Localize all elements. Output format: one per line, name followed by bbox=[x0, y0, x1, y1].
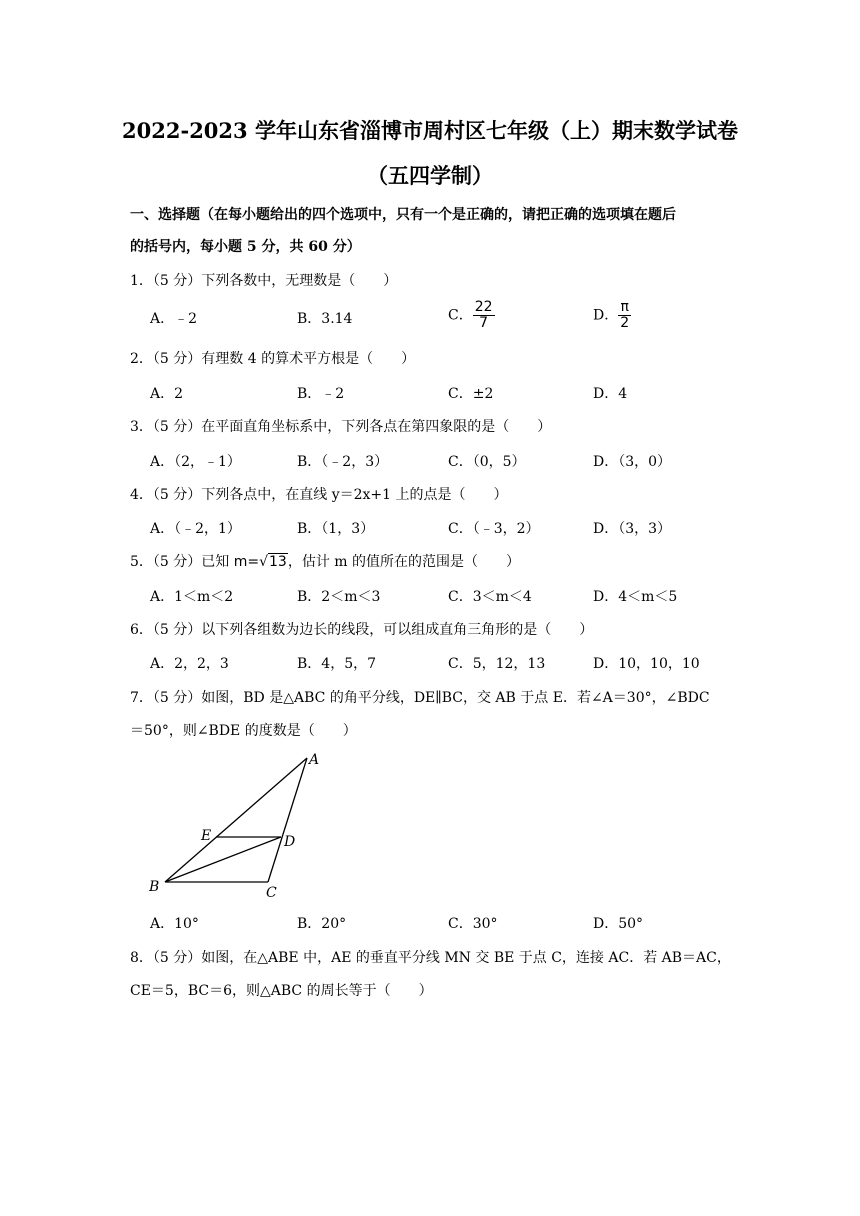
q3-option-a: A．（2，﹣1） bbox=[150, 454, 241, 470]
q6-option-b: B．4，5，7 bbox=[297, 656, 377, 672]
q6-option-c: C．5，12，13 bbox=[448, 656, 546, 672]
q5-option-c: C．3＜m＜4 bbox=[448, 589, 532, 605]
fraction-denominator: 2 bbox=[620, 315, 630, 331]
q4-option-c: C．（﹣3，2） bbox=[448, 521, 540, 537]
label-e: E bbox=[201, 828, 212, 844]
q2-option-b: B．﹣2 bbox=[297, 386, 345, 402]
q7-option-b: B．20° bbox=[297, 916, 347, 932]
fraction-denominator: 7 bbox=[479, 315, 489, 331]
sqrt-radicand: 13 bbox=[269, 554, 287, 570]
q1-option-a: A．﹣2 bbox=[150, 311, 198, 327]
question-5-stem bbox=[130, 551, 520, 571]
fraction-numerator: 22 bbox=[474, 299, 493, 315]
segment-ba bbox=[165, 758, 307, 882]
question-3-stem: 3．（5 分）在平面直角坐标系中，下列各点在第四象限的是（ ） bbox=[130, 419, 552, 435]
question-8-stem: 8．（5 分）如图，在△ABE 中，AE 的垂直平分线 MN 交 BE 于点 C，连接 AC．若 AB＝AC， bbox=[130, 950, 731, 966]
exam-subtitle: （五四学制） bbox=[367, 163, 493, 188]
q6-option-d: D．10，10，10 bbox=[593, 656, 700, 672]
sqrt-lhs: m= bbox=[233, 554, 260, 570]
q6-option-a: A．2，2，3 bbox=[150, 656, 229, 672]
question-2-stem: 2．（5 分）有理数 4 的算术平方根是（ ） bbox=[130, 351, 416, 367]
q1-option-c bbox=[448, 300, 495, 331]
triangle-figure bbox=[145, 750, 335, 900]
segment-bd bbox=[165, 837, 281, 882]
q5-stem-end: ，估计 m 的值所在的范围是（ ） bbox=[287, 554, 521, 570]
q5-option-d: D．4＜m＜5 bbox=[593, 589, 678, 605]
q4-option-a: A．（﹣2，1） bbox=[150, 521, 241, 537]
q3-option-c: C．（0，5） bbox=[448, 454, 526, 470]
sqrt-expression bbox=[234, 553, 288, 570]
q2-option-d: D．4 bbox=[593, 386, 628, 402]
q7-option-a: A．10° bbox=[150, 916, 199, 932]
q3-option-b: B．（﹣2，3） bbox=[297, 454, 389, 470]
section-heading: 一、选择题（在每小题给出的四个选项中，只有一个是正确的，请把正确的选项填在题后 bbox=[130, 207, 676, 223]
label-a: A bbox=[309, 752, 320, 768]
q1-option-d-label: D． bbox=[593, 307, 619, 324]
q1-option-d bbox=[593, 300, 631, 331]
q4-option-b: B．（1，3） bbox=[297, 521, 375, 537]
q7-option-d: D．50° bbox=[593, 916, 644, 932]
label-d: D bbox=[284, 834, 296, 850]
q1-option-b: B．3.14 bbox=[297, 311, 353, 327]
fraction-pi-2 bbox=[618, 300, 631, 331]
q5-option-b: B．2＜m＜3 bbox=[297, 589, 381, 605]
q3-option-d: D．（3，0） bbox=[593, 454, 672, 470]
segment-ac bbox=[268, 758, 307, 882]
section-heading-cont: 的括号内，每小题 5 分，共 60 分） bbox=[130, 239, 361, 255]
q4-option-d: D．（3，3） bbox=[593, 521, 672, 537]
question-8-stem-cont: CE＝5，BC＝6，则△ABC 的周长等于（ ） bbox=[130, 983, 433, 999]
exam-title: 2022-2023 学年山东省淄博市周村区七年级（上）期末数学试卷 bbox=[122, 118, 738, 143]
sqrt-sign-icon: √ bbox=[259, 554, 269, 570]
q2-option-c: C．±2 bbox=[448, 386, 494, 402]
q5-option-a: A．1＜m＜2 bbox=[150, 589, 234, 605]
q5-stem-start: 5．（5 分）已知 bbox=[130, 554, 234, 570]
label-c: C bbox=[266, 885, 277, 900]
fraction-numerator: π bbox=[620, 299, 629, 315]
label-b: B bbox=[149, 879, 160, 895]
q1-option-c-label: C． bbox=[448, 307, 473, 324]
fraction-22-7 bbox=[473, 300, 495, 331]
question-1-stem: 1．（5 分）下列各数中，无理数是（ ） bbox=[130, 273, 398, 289]
question-6-stem: 6．（5 分）以下列各组数为边长的线段，可以组成直角三角形的是（ ） bbox=[130, 622, 594, 638]
q7-option-c: C．30° bbox=[448, 916, 498, 932]
q2-option-a: A．2 bbox=[150, 386, 184, 402]
question-4-stem: 4．（5 分）下列各点中，在直线 y＝2x+1 上的点是（ ） bbox=[130, 487, 508, 503]
question-7-stem-cont: ＝50°，则∠BDE 的度数是（ ） bbox=[130, 723, 357, 739]
question-7-stem: 7．（5 分）如图，BD 是△ABC 的角平分线，DE∥BC，交 AB 于点 E．若∠A＝30°，∠BDC bbox=[130, 690, 710, 706]
